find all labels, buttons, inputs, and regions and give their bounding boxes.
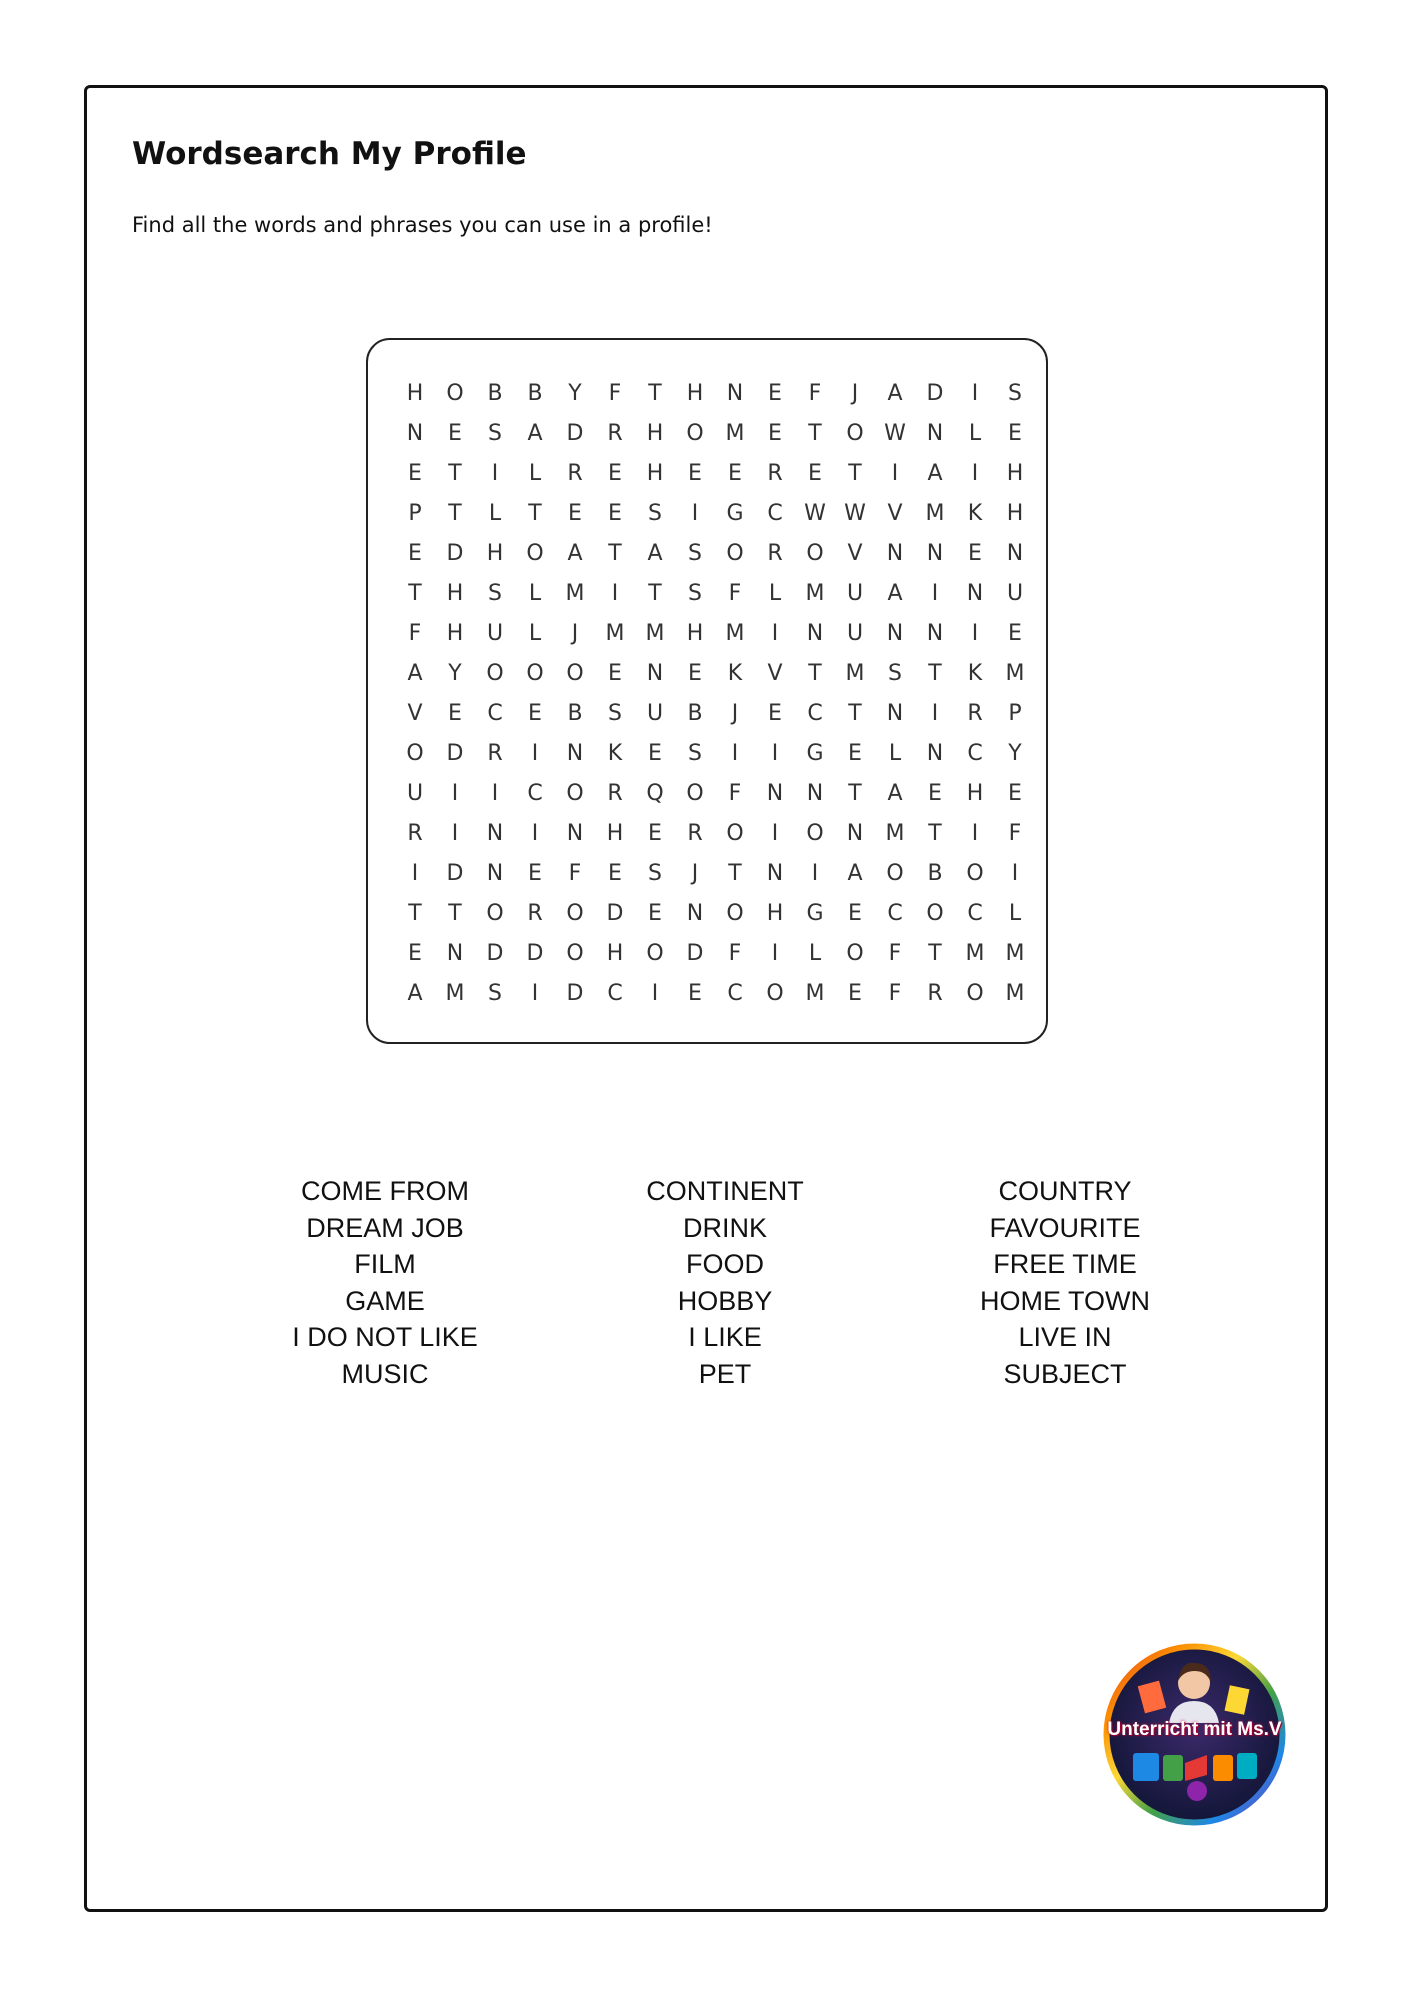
word-list-item: SUBJECT: [1003, 1358, 1127, 1389]
grid-cell: A: [887, 780, 903, 806]
grid-cell: M: [925, 500, 945, 526]
grid-cell: W: [844, 500, 866, 526]
grid-cell: N: [886, 700, 904, 726]
word-list-item: CONTINENT: [646, 1176, 804, 1206]
grid-cell: T: [608, 540, 622, 566]
grid-cell: K: [967, 500, 983, 526]
grid-cell: N: [686, 900, 704, 926]
grid-cell: R: [927, 980, 943, 1006]
grid-cell: O: [446, 380, 464, 406]
grid-cell: Y: [568, 380, 582, 406]
grid-cell: M: [645, 620, 665, 646]
wordsearch-grid: [395, 373, 1035, 1013]
grid-cell: H: [406, 380, 424, 406]
grid-cell: N: [926, 540, 944, 566]
grid-cell: O: [486, 660, 504, 686]
word-list-item: FOOD: [686, 1249, 764, 1280]
grid-cell: J: [731, 700, 739, 726]
grid-cell: Y: [1008, 740, 1022, 766]
grid-cell: I: [771, 940, 779, 966]
grid-cell: B: [687, 700, 703, 726]
grid-cell: R: [607, 420, 623, 446]
grid-cell: E: [648, 820, 662, 846]
grid-cell: O: [486, 900, 504, 926]
grid-cell: M: [845, 660, 865, 686]
page-subtitle: Find all the words and phrases you can use in a profile!: [132, 213, 713, 237]
grid-cell: D: [526, 940, 544, 966]
word-list: [215, 1173, 1235, 1393]
grid-cell: I: [931, 580, 939, 606]
grid-cell: E: [608, 660, 622, 686]
grid-cell: S: [688, 740, 702, 766]
grid-cell: N: [766, 780, 784, 806]
grid-cell: N: [966, 580, 984, 606]
grid-cell: F: [568, 860, 582, 886]
grid-cell: T: [848, 700, 862, 726]
word-list-item: COUNTRY: [998, 1176, 1132, 1206]
grid-cell: N: [926, 740, 944, 766]
grid-cell: H: [686, 620, 704, 646]
grid-cell: O: [726, 540, 744, 566]
grid-cell: M: [445, 980, 465, 1006]
grid-cell: E: [568, 500, 582, 526]
grid-cell: E: [608, 500, 622, 526]
grid-cell: H: [646, 420, 664, 446]
grid-cell: G: [806, 900, 824, 926]
grid-cell: E: [1008, 780, 1022, 806]
grid-cell: N: [446, 940, 464, 966]
grid-cell: C: [607, 980, 623, 1006]
grid-cell: E: [1008, 420, 1022, 446]
grid-cell: A: [567, 540, 583, 566]
word-list-item: LIVE IN: [1018, 1322, 1112, 1353]
grid-cell: P: [1008, 700, 1022, 726]
grid-cell: V: [887, 500, 903, 526]
grid-cell: C: [727, 980, 743, 1006]
grid-cell: E: [408, 460, 422, 486]
word-list-item: GAME: [345, 1285, 425, 1316]
grid-cell: C: [967, 900, 983, 926]
word-list-item: HOBBY: [677, 1285, 773, 1316]
grid-cell: D: [446, 540, 464, 566]
grid-cell: E: [648, 740, 662, 766]
grid-cell: Y: [448, 660, 462, 686]
grid-cell: N: [486, 860, 504, 886]
grid-cell: C: [967, 740, 983, 766]
grid-cell: U: [1006, 580, 1024, 606]
grid-cell: E: [968, 540, 982, 566]
word-list-item: I DO NOT LIKE: [292, 1322, 478, 1353]
grid-cell: W: [804, 500, 826, 526]
grid-cell: K: [727, 660, 743, 686]
grid-cell: D: [566, 420, 584, 446]
grid-cell: E: [448, 700, 462, 726]
grid-cell: E: [528, 860, 542, 886]
grid-cell: A: [647, 540, 663, 566]
grid-cell: H: [606, 820, 624, 846]
grid-cell: E: [1008, 620, 1022, 646]
grid-cell: S: [488, 420, 502, 446]
grid-cell: B: [567, 700, 583, 726]
grid-cell: D: [606, 900, 624, 926]
grid-cell: I: [971, 380, 979, 406]
grid-cell: F: [728, 780, 742, 806]
grid-cell: A: [407, 660, 423, 686]
grid-cell: U: [846, 580, 864, 606]
grid-cell: H: [1006, 460, 1024, 486]
grid-cell: V: [407, 700, 423, 726]
grid-cell: M: [565, 580, 585, 606]
grid-cell: C: [767, 500, 783, 526]
grid-cell: I: [731, 740, 739, 766]
word-list-item: FAVOURITE: [989, 1212, 1141, 1243]
grid-cell: I: [451, 780, 459, 806]
grid-cell: F: [728, 940, 742, 966]
grid-cell: D: [686, 940, 704, 966]
grid-cell: O: [566, 940, 584, 966]
grid-cell: T: [808, 420, 822, 446]
grid-cell: E: [928, 780, 942, 806]
grid-cell: S: [888, 660, 902, 686]
grid-cell: T: [408, 900, 422, 926]
grid-cell: R: [567, 460, 583, 486]
grid-cell: I: [451, 820, 459, 846]
grid-cell: J: [571, 620, 579, 646]
grid-cell: L: [528, 580, 542, 606]
grid-cell: E: [848, 740, 862, 766]
grid-cell: F: [608, 380, 622, 406]
grid-cell: O: [726, 900, 744, 926]
grid-cell: I: [531, 820, 539, 846]
logo-badge: [1103, 1643, 1286, 1826]
grid-cell: L: [888, 740, 902, 766]
grid-cell: O: [686, 780, 704, 806]
grid-cell: O: [846, 940, 864, 966]
grid-cell: T: [928, 940, 942, 966]
grid-cell: O: [566, 660, 584, 686]
word-list-item: COME FROM: [301, 1176, 469, 1206]
grid-cell: N: [566, 820, 584, 846]
grid-cell: I: [811, 860, 819, 886]
grid-cell: H: [446, 620, 464, 646]
grid-cell: H: [446, 580, 464, 606]
grid-cell: C: [807, 700, 823, 726]
grid-cell: O: [846, 420, 864, 446]
grid-cell: O: [806, 820, 824, 846]
grid-cell: I: [971, 460, 979, 486]
grid-cell: A: [887, 580, 903, 606]
grid-cell: A: [527, 420, 543, 446]
grid-cell: U: [486, 620, 504, 646]
grid-cell: R: [487, 740, 503, 766]
grid-cell: O: [406, 740, 424, 766]
grid-cell: T: [448, 900, 462, 926]
grid-cell: C: [887, 900, 903, 926]
grid-cell: T: [928, 820, 942, 846]
grid-cell: I: [491, 780, 499, 806]
grid-cell: L: [528, 620, 542, 646]
grid-cell: A: [407, 980, 423, 1006]
page-title: Wordsearch My Profile: [132, 136, 527, 172]
grid-cell: L: [528, 460, 542, 486]
grid-cell: N: [806, 780, 824, 806]
grid-cell: P: [408, 500, 422, 526]
grid-cell: I: [771, 820, 779, 846]
grid-cell: I: [891, 460, 899, 486]
grid-cell: I: [971, 820, 979, 846]
grid-cell: T: [728, 860, 742, 886]
grid-cell: R: [767, 540, 783, 566]
grid-cell: I: [411, 860, 419, 886]
grid-cell: M: [605, 620, 625, 646]
grid-cell: N: [566, 740, 584, 766]
grid-cell: M: [1005, 940, 1025, 966]
grid-cell: T: [848, 780, 862, 806]
grid-cell: R: [767, 460, 783, 486]
grid-cell: N: [646, 660, 664, 686]
grid-cell: F: [1008, 820, 1022, 846]
grid-cell: H: [766, 900, 784, 926]
grid-cell: O: [966, 860, 984, 886]
grid-cell: F: [728, 580, 742, 606]
grid-cell: K: [607, 740, 623, 766]
grid-cell: G: [726, 500, 744, 526]
grid-cell: H: [606, 940, 624, 966]
grid-cell: R: [527, 900, 543, 926]
grid-cell: N: [406, 420, 424, 446]
grid-cell: C: [487, 700, 503, 726]
word-list-item: HOME TOWN: [979, 1285, 1150, 1316]
grid-cell: T: [408, 580, 422, 606]
grid-cell: D: [926, 380, 944, 406]
grid-cell: T: [448, 460, 462, 486]
grid-cell: D: [446, 860, 464, 886]
grid-cell: N: [886, 540, 904, 566]
grid-cell: F: [408, 620, 422, 646]
grid-cell: E: [408, 940, 422, 966]
grid-cell: S: [608, 700, 622, 726]
grid-cell: H: [646, 460, 664, 486]
grid-cell: I: [931, 700, 939, 726]
grid-cell: E: [688, 460, 702, 486]
word-list-item: FILM: [354, 1249, 416, 1280]
grid-cell: E: [808, 460, 822, 486]
grid-cell: O: [726, 820, 744, 846]
grid-cell: O: [686, 420, 704, 446]
grid-cell: V: [847, 540, 863, 566]
grid-cell: T: [808, 660, 822, 686]
grid-cell: B: [487, 380, 503, 406]
grid-cell: H: [486, 540, 504, 566]
grid-cell: A: [927, 460, 943, 486]
grid-cell: E: [448, 420, 462, 446]
grid-cell: I: [771, 740, 779, 766]
grid-cell: M: [805, 580, 825, 606]
grid-cell: O: [566, 900, 584, 926]
grid-cell: J: [851, 380, 859, 406]
grid-cell: F: [888, 940, 902, 966]
grid-cell: M: [725, 420, 745, 446]
grid-cell: L: [768, 580, 782, 606]
grid-cell: Q: [646, 780, 664, 806]
grid-cell: H: [686, 380, 704, 406]
grid-cell: F: [888, 980, 902, 1006]
grid-cell: S: [488, 580, 502, 606]
grid-cell: D: [486, 940, 504, 966]
grid-cell: I: [1011, 860, 1019, 886]
grid-cell: B: [527, 380, 543, 406]
grid-cell: S: [1008, 380, 1022, 406]
grid-cell: M: [725, 620, 745, 646]
grid-cell: D: [566, 980, 584, 1006]
grid-cell: S: [688, 540, 702, 566]
grid-cell: E: [768, 380, 782, 406]
grid-cell: T: [848, 460, 862, 486]
grid-cell: M: [965, 940, 985, 966]
grid-cell: N: [766, 860, 784, 886]
grid-cell: T: [648, 380, 662, 406]
grid-cell: M: [885, 820, 905, 846]
grid-cell: U: [406, 780, 424, 806]
grid-cell: O: [646, 940, 664, 966]
grid-cell: N: [926, 620, 944, 646]
grid-cell: O: [886, 860, 904, 886]
grid-cell: I: [611, 580, 619, 606]
grid-cell: V: [767, 660, 783, 686]
grid-cell: E: [848, 900, 862, 926]
grid-cell: H: [1006, 500, 1024, 526]
grid-cell: M: [1005, 660, 1025, 686]
grid-cell: M: [1005, 980, 1025, 1006]
grid-cell: K: [967, 660, 983, 686]
grid-cell: E: [648, 900, 662, 926]
grid-cell: N: [926, 420, 944, 446]
grid-cell: S: [688, 580, 702, 606]
grid-cell: R: [607, 780, 623, 806]
grid-cell: H: [966, 780, 984, 806]
word-list-item: DREAM JOB: [306, 1212, 464, 1243]
grid-cell: S: [648, 860, 662, 886]
grid-cell: S: [488, 980, 502, 1006]
word-list-item: MUSIC: [341, 1358, 429, 1389]
grid-cell: I: [531, 740, 539, 766]
grid-cell: W: [884, 420, 906, 446]
grid-cell: E: [528, 700, 542, 726]
grid-cell: O: [806, 540, 824, 566]
grid-cell: N: [846, 820, 864, 846]
grid-cell: I: [651, 980, 659, 1006]
grid-cell: N: [886, 620, 904, 646]
grid-cell: I: [771, 620, 779, 646]
grid-cell: A: [887, 380, 903, 406]
grid-cell: O: [526, 660, 544, 686]
grid-cell: I: [691, 500, 699, 526]
grid-cell: A: [847, 860, 863, 886]
grid-cell: I: [491, 460, 499, 486]
grid-cell: G: [806, 740, 824, 766]
grid-cell: T: [448, 500, 462, 526]
grid-cell: J: [691, 860, 699, 886]
grid-cell: C: [527, 780, 543, 806]
grid-cell: E: [408, 540, 422, 566]
grid-cell: E: [728, 460, 742, 486]
grid-cell: E: [768, 700, 782, 726]
grid-cell: T: [928, 660, 942, 686]
grid-cell: O: [766, 980, 784, 1006]
grid-cell: U: [846, 620, 864, 646]
grid-cell: N: [726, 380, 744, 406]
word-list-item: FREE TIME: [993, 1249, 1137, 1280]
grid-cell: E: [848, 980, 862, 1006]
grid-cell: U: [646, 700, 664, 726]
grid-cell: S: [648, 500, 662, 526]
grid-cell: M: [805, 980, 825, 1006]
grid-cell: R: [407, 820, 423, 846]
grid-cell: B: [927, 860, 943, 886]
grid-cell: R: [687, 820, 703, 846]
word-list-item: DRINK: [682, 1212, 767, 1243]
grid-cell: T: [648, 580, 662, 606]
grid-cell: O: [966, 980, 984, 1006]
grid-cell: F: [808, 380, 822, 406]
word-list-item: I LIKE: [688, 1322, 762, 1353]
word-list-item: PET: [698, 1358, 752, 1389]
grid-cell: L: [1008, 900, 1022, 926]
grid-cell: E: [688, 660, 702, 686]
grid-cell: O: [566, 780, 584, 806]
grid-cell: L: [808, 940, 822, 966]
grid-cell: N: [806, 620, 824, 646]
logo-text: Unterricht mit Ms.V: [1107, 1719, 1282, 1740]
grid-cell: E: [608, 460, 622, 486]
grid-cell: E: [688, 980, 702, 1006]
grid-cell: L: [488, 500, 502, 526]
grid-cell: L: [968, 420, 982, 446]
grid-cell: E: [768, 420, 782, 446]
grid-cell: I: [971, 620, 979, 646]
grid-cell: I: [531, 980, 539, 1006]
grid-cell: N: [1006, 540, 1024, 566]
grid-cell: O: [926, 900, 944, 926]
grid-cell: R: [967, 700, 983, 726]
grid-cell: N: [486, 820, 504, 846]
grid-cell: E: [608, 860, 622, 886]
grid-cell: T: [528, 500, 542, 526]
grid-cell: D: [446, 740, 464, 766]
grid-cell: O: [526, 540, 544, 566]
